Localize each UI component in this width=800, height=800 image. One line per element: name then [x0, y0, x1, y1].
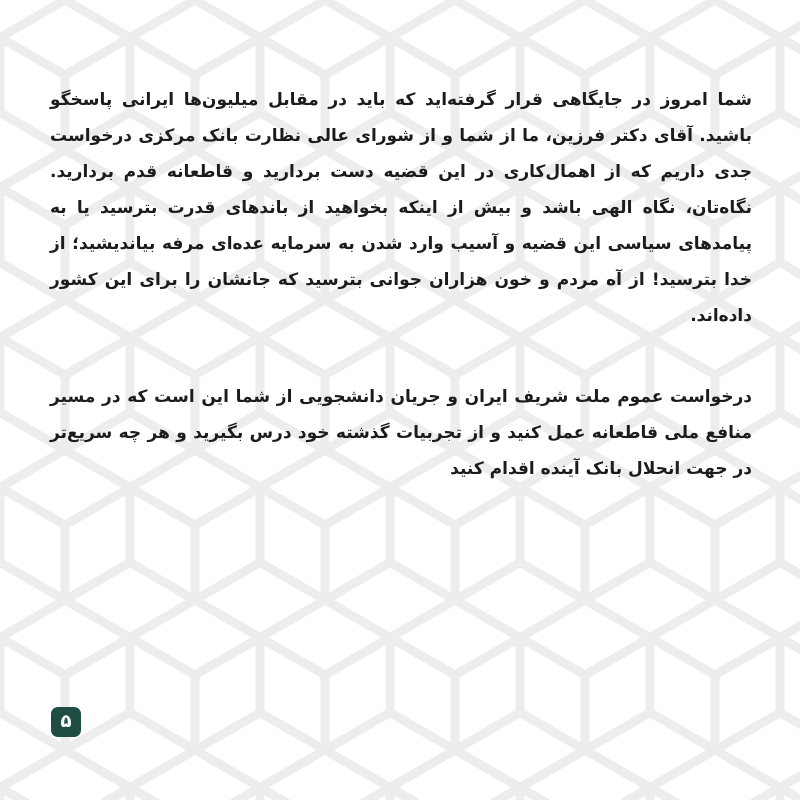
paragraph-appeal: شما امروز در جایگاهی قرار گرفته‌اید که باید در مقابل میلیون‌ها ایرانی پاسخگو باشید. آقای دکتر فرزین، ما از شما و از شورای عالی نظارت بانک مرکزی درخواست جدی داریم که از اهمال‌کاری در این قضیه دست بردارید و قاطعانه قدم بردارید. نگاه‌تان، نگاه الهی باشد و بیش از اینکه بخواهید از باندهای قدرت بترسید یا به پیامدهای سیاسی این قضیه و آسیب وارد شدن به سرمایه عده‌ای مرفه بیاندیشید؛ از خدا بترسید! از آه مردم و خون هزاران جوانی بترسید که جانشان را برای این کشور داده‌اند.: [50, 90, 752, 326]
paragraph-request: درخواست عموم ملت شریف ایران و جریان دانشجویی از شما این است که در مسیر منافع ملی قاطعانه عمل کنید و از تجربیات گذشته خود درس بگیرید و هر چه سریع‌تر در جهت انحلال بانک آینده اقدام کنید: [50, 387, 752, 479]
page-number-badge: ۵: [51, 707, 81, 737]
